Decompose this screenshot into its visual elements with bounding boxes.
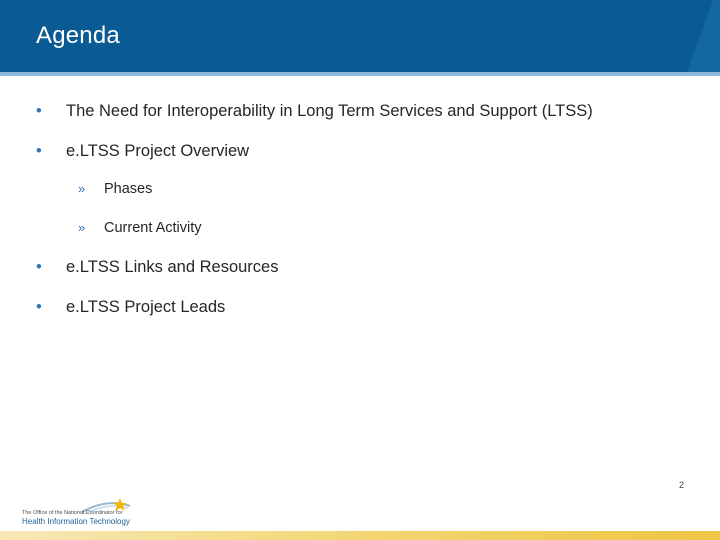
agenda-item xyxy=(36,298,225,317)
agenda-item-label: The Need for Interoperability in Long Term Services and Support (LTSS) xyxy=(66,102,593,120)
onc-logo xyxy=(22,496,132,528)
agenda-item-label: e.LTSS Links and Resources xyxy=(66,258,279,276)
agenda-subitem xyxy=(78,220,202,236)
bullet-icon: • xyxy=(36,142,42,160)
agenda-subitem xyxy=(78,181,152,197)
logo-text-line2: Health Information Technology xyxy=(22,517,130,526)
sub-bullet-icon: » xyxy=(78,220,86,235)
agenda-item xyxy=(36,102,593,121)
agenda-item-label: e.LTSS Project Leads xyxy=(66,298,226,316)
header-accent-band xyxy=(0,72,720,76)
agenda-item xyxy=(36,142,249,161)
agenda-item xyxy=(36,258,278,277)
agenda-subitem-label: Phases xyxy=(104,181,153,197)
slide-title: Agenda xyxy=(36,22,120,49)
page-number: 2 xyxy=(678,480,684,490)
agenda-item-label: e.LTSS Project Overview xyxy=(66,142,250,160)
bullet-icon: • xyxy=(36,298,42,316)
agenda-subitem-label: Current Activity xyxy=(104,220,202,236)
footer-bar xyxy=(0,531,720,540)
sub-bullet-icon: » xyxy=(78,181,86,196)
bullet-icon: • xyxy=(36,102,42,120)
bullet-icon: • xyxy=(36,258,42,276)
logo-text-line1: The Office of the National Coordinator for xyxy=(22,510,123,516)
header-chevron-decoration xyxy=(683,0,720,72)
slide-header xyxy=(0,0,720,72)
